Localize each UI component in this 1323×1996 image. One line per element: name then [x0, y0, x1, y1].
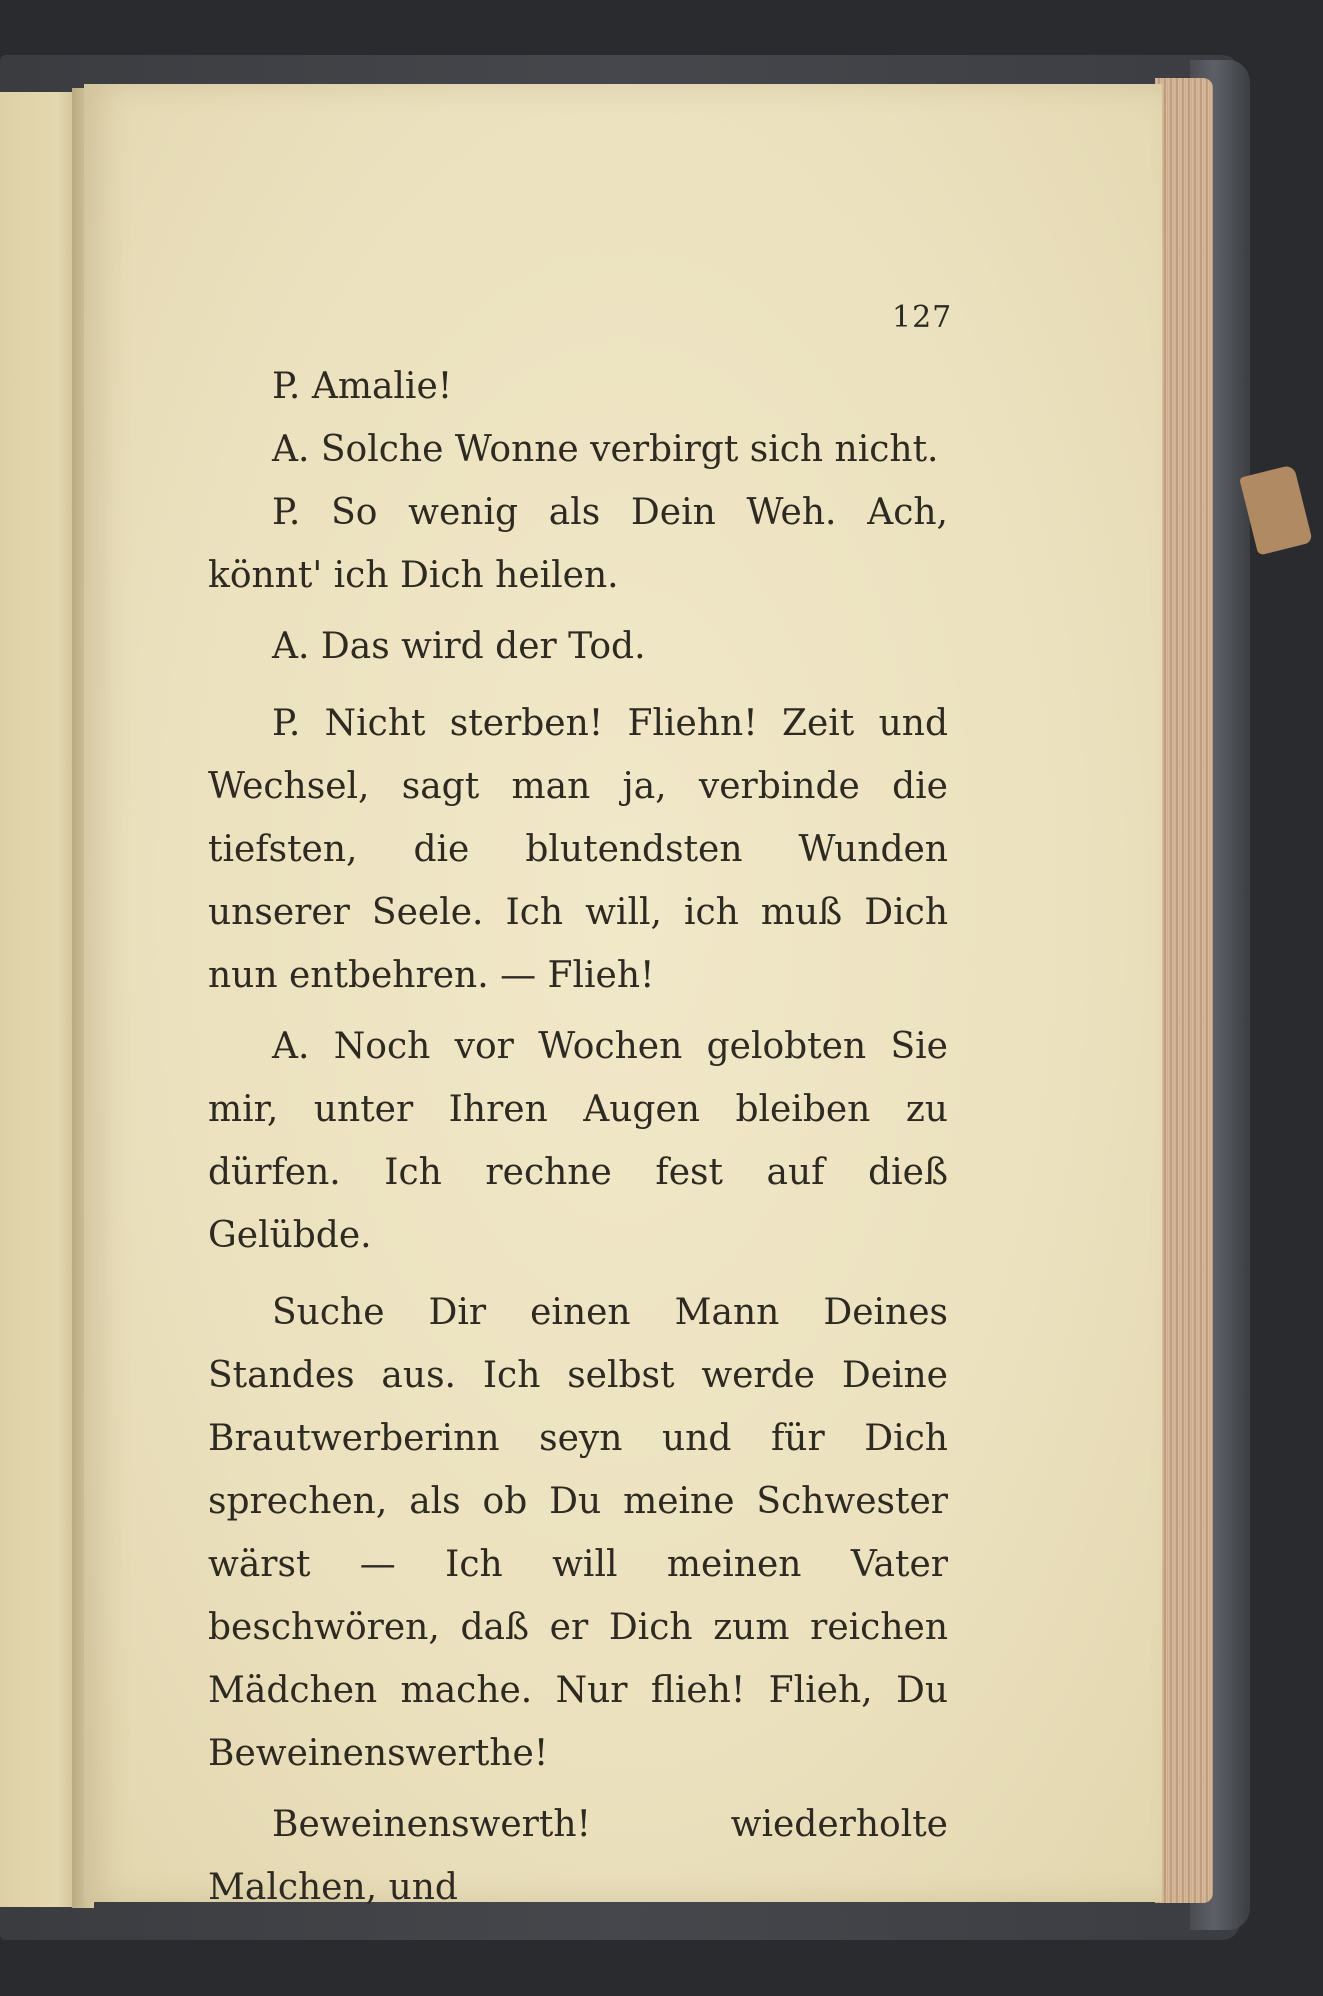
paragraph-4: A. Das wird der Tod. — [272, 626, 646, 667]
page-text — [208, 355, 948, 1919]
paragraph-2: A. Solche Wonne verbirgt sich nicht. — [272, 429, 939, 470]
page-block-edge — [1155, 78, 1213, 1903]
previous-page — [0, 92, 82, 1907]
paragraph-5: P. Nicht sterben! Fliehn! Zeit und Wechsel, sagt man ja, verbinde die tiefsten, die blutendsten Wunden unserer Seele. Ich will, ich muß Dich nun entbehren. — Flieh! — [208, 703, 948, 996]
paragraph-3: P. So wenig als Dein Weh. Ach, könnt' ich Dich heilen. — [208, 492, 948, 596]
page-number: 127 — [892, 300, 953, 335]
page-tab — [1239, 464, 1313, 555]
paragraph-1: P. Amalie! — [272, 366, 453, 407]
paragraph-8: Beweinenswerth! wiederholte Malchen, und — [208, 1804, 948, 1908]
paragraph-6: A. Noch vor Wochen gelobten Sie mir, unter Ihren Augen bleiben zu dürfen. Ich rechne fest auf dieß Gelübde. — [208, 1026, 948, 1256]
paragraph-7: Suche Dir einen Mann Deines Standes aus. Ich selbst werde Deine Brautwerberinn seyn und für Dich sprechen, als ob Du meine Schwester wärst — Ich will meinen Vater beschwören, daß er Dich zum reichen Mädchen mache. Nur flieh! Flieh, Du Beweinenswerthe! — [208, 1292, 948, 1774]
